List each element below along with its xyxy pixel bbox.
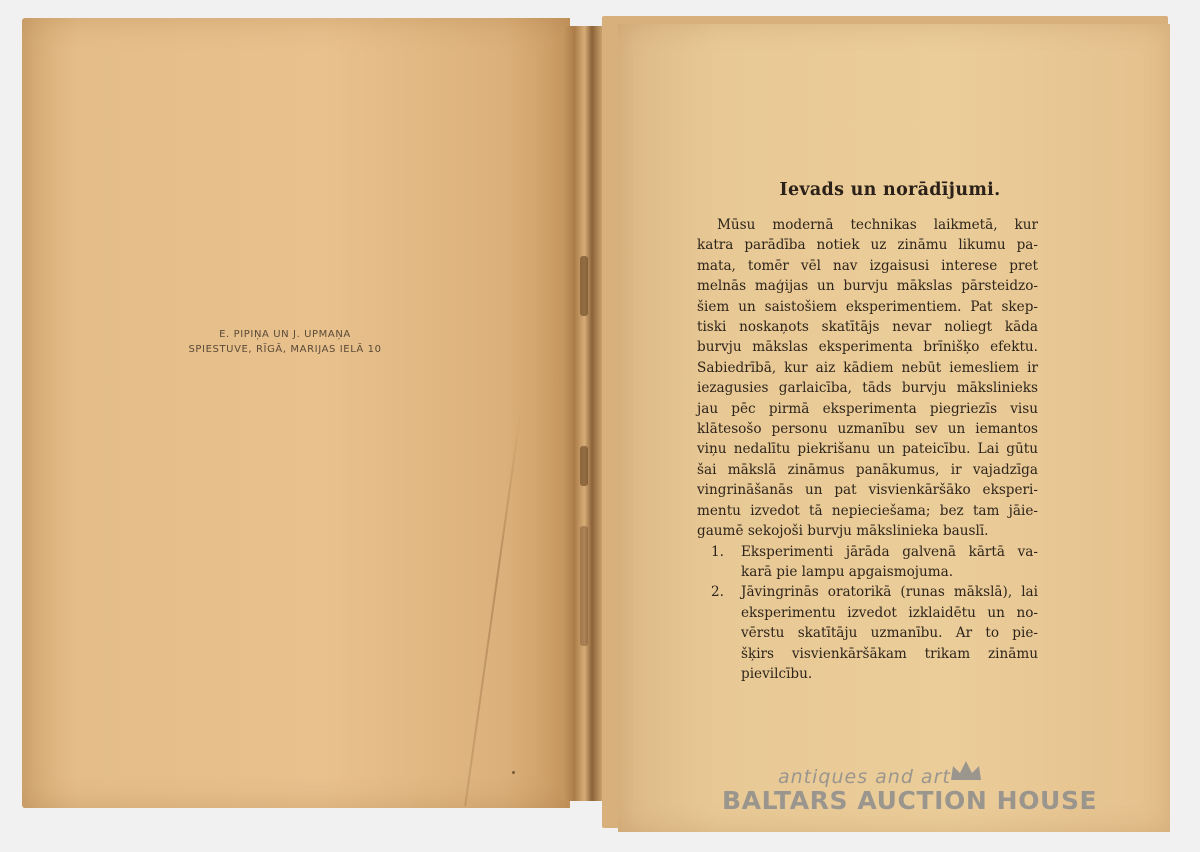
spine-stain <box>580 256 588 316</box>
watermark-name: BALTARS AUCTION HOUSE <box>722 786 1098 815</box>
text-line: eksperimentu izvedot izklaidētu un no- <box>741 604 1038 621</box>
text-line: Sabiedrībā, kur aiz kādiem nebūt iemesliem ir <box>697 359 1038 376</box>
text-line: klātesošo personu uzmanību sev un iemantos <box>697 421 1038 438</box>
text-line: šiem un saistošiem eksperimentiem. Pat skep- <box>697 298 1038 315</box>
printer-imprint <box>170 327 400 357</box>
text-line: katra parādība notiek uz zināmu likumu pa- <box>697 237 1038 254</box>
text-line: iezagusies garlaicība, tāds burvju mākslinieks <box>697 380 1038 397</box>
text-line: karā pie lampu apgaismojuma. <box>741 563 954 580</box>
body-text <box>697 215 1038 684</box>
text-line: Eksperimenti jārāda galvenā kārtā va- <box>741 543 1038 560</box>
left-page <box>22 18 570 808</box>
imprint-line-2: SPIESTUVE, RĪGĀ, MARIJAS IELĀ 10 <box>188 344 382 355</box>
watermark-subtitle: antiques and art <box>778 766 951 788</box>
crown-icon <box>948 758 984 784</box>
section-title: Ievads un norādījumi. <box>779 180 1001 200</box>
text-line: pievilcību. <box>741 665 813 682</box>
text-line: šai mākslā zināmus panākumus, ir vajadzīga <box>697 461 1038 478</box>
list-item-text <box>741 542 1038 583</box>
list-item-text <box>741 582 1038 684</box>
text-line: viņu nedalītu piekrišanu un pateicību. Lai gūtu <box>697 441 1038 458</box>
list-item <box>697 542 1038 583</box>
intro-paragraph <box>697 215 1038 542</box>
text-line: Jāvingrinās oratorikā (runas mākslā), lai <box>741 584 1038 601</box>
text-line: mentu izvedot tā nepieciešama; bez tam jāie- <box>697 502 1038 519</box>
text-line: gaumē sekojoši burvju mākslinieka bauslī. <box>697 523 989 540</box>
list-item <box>697 582 1038 684</box>
list-number: 1. <box>711 543 724 560</box>
text-line: melnās maģijas un burvju mākslas pārsteidzo- <box>697 278 1038 295</box>
text-line: jau pēc pirmā eksperimenta piegriezīs visu <box>697 400 1038 417</box>
list-number: 2. <box>711 584 724 601</box>
spine-stain <box>580 526 588 646</box>
text-line: vingrināšanās un pat visvienkāršāko eksperi- <box>697 482 1038 499</box>
text-line: mata, tomēr vēl nav izgaisusi interese pret <box>697 257 1038 274</box>
text-line: šķirs visvienkāršākam trikam zināmu <box>741 645 1038 662</box>
text-line: burvju mākslas eksperimenta brīnišķo efektu. <box>697 339 1038 356</box>
text-line: Mūsu modernā technikas laikmetā, kur <box>717 217 1038 233</box>
text-line: tiski noskaņots skatītājs nevar noliegt kāda <box>697 319 1038 336</box>
spine-stain <box>580 446 588 486</box>
imprint-line-1: E. PIPIŅA UN J. UPMAŅA <box>219 329 351 340</box>
paper-spot <box>512 771 515 774</box>
text-line: vērstu skatītāju uzmanību. Ar to pie- <box>741 625 1038 642</box>
page-crease <box>464 410 522 806</box>
